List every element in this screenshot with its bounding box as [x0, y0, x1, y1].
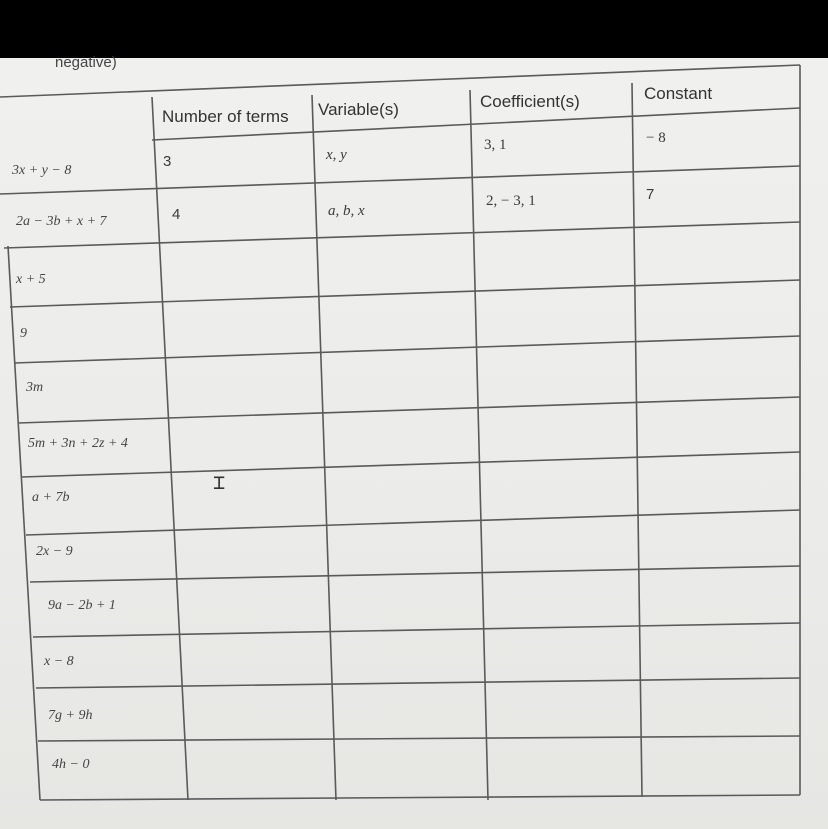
header-constant: Constant: [644, 84, 713, 103]
row-2-terms[interactable]: 4: [172, 206, 181, 223]
row-8-expression: 2x − 9: [36, 544, 73, 559]
row-6-expression: 5m + 3n + 2z + 4: [28, 436, 128, 451]
row-1-expression: 3x + y − 8: [12, 163, 72, 178]
row-10-expression: x − 8: [44, 654, 74, 669]
header-number-of-terms: Number of terms: [162, 107, 289, 126]
row-2-coefficients[interactable]: 2, − 3, 1: [486, 193, 536, 209]
row-4-expression: 9: [20, 326, 27, 341]
row-3-expression: x + 5: [16, 272, 46, 287]
row-11-expression: 7g + 9h: [48, 708, 93, 723]
row-2-variables[interactable]: a, b, x: [328, 203, 365, 219]
row-1-coefficients[interactable]: 3, 1: [484, 137, 507, 153]
row-1-terms[interactable]: 3: [163, 153, 172, 170]
row-1-variables[interactable]: x, y: [326, 147, 347, 163]
header-coefficients: Coefficient(s): [480, 92, 580, 111]
row-1-constant[interactable]: − 8: [646, 130, 666, 146]
row-5-expression: 3m: [26, 380, 44, 395]
row-7-expression: a + 7b: [32, 490, 70, 505]
row-2-constant[interactable]: 7: [646, 186, 655, 203]
heading-fragment: negative): [55, 54, 117, 71]
row-9-expression: 9a − 2b + 1: [48, 598, 116, 613]
text-cursor-icon: ⌶: [213, 470, 226, 494]
header-variables: Variable(s): [318, 100, 399, 119]
row-12-expression: 4h − 0: [52, 757, 90, 772]
row-2-expression: 2a − 3b + x + 7: [16, 214, 107, 229]
